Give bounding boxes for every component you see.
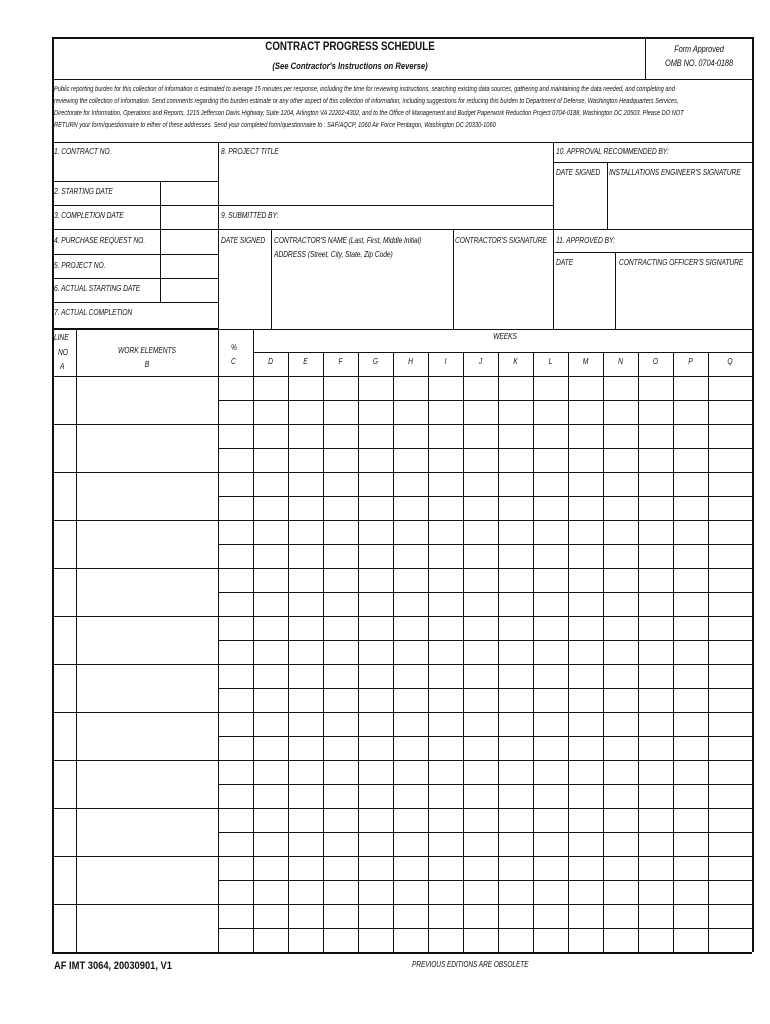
v-rule: [453, 229, 454, 329]
week-col-o: O: [652, 357, 659, 366]
engineer-signature-label: INSTALLATIONS ENGINEER'S SIGNATURE: [609, 168, 741, 177]
burden-line: Directorate for Information, Operations and Reports, 1215 Jefferson Davis Highway, Suite 1204, Arlington VA 22202-4302, and to the Office of Management and Budget Paperwork Reduction Project 0704-0188, Washington DC 20503. Please DO NOT: [54, 108, 684, 117]
h-rule: [218, 448, 752, 449]
burden-line: RETURN your form/questionnaire to either of these addresses. Send your completed form/questionnaire to : SAF/AQCP, 1060 Air Force Pentagon, Washington DC 20330-1060: [54, 120, 496, 129]
actual-start-label: 6. ACTUAL STARTING DATE: [54, 284, 141, 293]
burden-line: reviewing the collection of information. Send comments regarding this burden estimate or any other aspect of this collection of information, including suggestions for reducing this burden to Department of Defense, Washington Headquarters Services,: [54, 96, 679, 105]
no-label: NO: [58, 348, 68, 357]
v-rule: [463, 352, 464, 952]
completion-date-label: 3. COMPLETION DATE: [54, 211, 124, 220]
v-rule: [568, 352, 569, 952]
v-rule: [498, 352, 499, 952]
h-rule: [218, 832, 752, 833]
week-col-l: L: [548, 357, 553, 366]
h-rule: [52, 424, 752, 425]
h-rule: [553, 162, 752, 163]
h-rule: [52, 472, 752, 473]
v-rule: [752, 37, 754, 952]
v-rule: [553, 142, 554, 329]
v-rule: [428, 352, 429, 952]
h-rule: [52, 568, 752, 569]
a-label: A: [60, 362, 65, 371]
h-rule: [218, 544, 752, 545]
actual-completion-label: 7. ACTUAL COMPLETION: [54, 308, 133, 317]
week-col-g: G: [372, 357, 379, 366]
h-rule: [52, 142, 752, 143]
week-col-p: P: [688, 357, 693, 366]
h-rule: [553, 252, 752, 253]
h-rule: [52, 520, 752, 521]
h-rule: [218, 640, 752, 641]
h-rule: [52, 616, 752, 617]
h-rule: [553, 229, 752, 230]
project-title-label: 8. PROJECT TITLE: [221, 147, 279, 156]
approved-by-label: 11. APPROVED BY:: [556, 236, 615, 245]
week-col-i: I: [444, 357, 447, 366]
week-col-j: J: [478, 357, 483, 366]
week-col-f: F: [338, 357, 343, 366]
h-rule: [218, 784, 752, 785]
h-rule: [218, 229, 553, 230]
h-rule: [218, 400, 752, 401]
purchase-request-label: 4. PURCHASE REQUEST NO.: [54, 236, 146, 245]
address-label: ADDRESS (Street, City, State, Zip Code): [274, 250, 393, 259]
h-rule: [52, 904, 752, 905]
v-rule: [271, 229, 272, 329]
starting-date-label: 2. STARTING DATE: [54, 187, 113, 196]
v-rule: [323, 352, 324, 952]
b-label: B: [144, 360, 150, 369]
h-rule: [52, 808, 752, 809]
v-rule: [76, 329, 77, 952]
burden-line: Public reporting burden for this collection of information is estimated to average 15 minutes per response, including the time for reviewing instructions, searching existing data sources, gathering and maintaining the data needed, and completing and: [54, 84, 675, 93]
v-rule: [160, 181, 161, 302]
h-rule: [52, 664, 752, 665]
h-rule: [52, 205, 218, 206]
form-id: AF IMT 3064, 20030901, V1: [54, 960, 172, 972]
h-rule: [52, 760, 752, 761]
v-rule: [52, 37, 54, 952]
form-subtitle: (See Contractor's Instructions on Reverse): [272, 61, 428, 71]
week-col-d: D: [268, 357, 273, 366]
contract-no-label: 1. CONTRACT NO.: [54, 147, 112, 156]
date-signed-label: DATE SIGNED: [221, 236, 266, 245]
date-label: DATE: [556, 258, 574, 267]
line-label: LINE: [54, 333, 69, 342]
h-rule: [52, 376, 752, 377]
v-rule: [218, 142, 219, 952]
h-rule: [52, 79, 752, 80]
v-rule: [638, 352, 639, 952]
h-rule: [52, 329, 752, 330]
week-col-k: K: [513, 357, 518, 366]
officer-signature-label: CONTRACTING OFFICER'S SIGNATURE: [619, 258, 744, 267]
week-col-e: E: [303, 357, 308, 366]
week-col-n: N: [618, 357, 623, 366]
submitted-by-label: 9. SUBMITTED BY:: [221, 211, 279, 220]
h-rule: [52, 856, 752, 857]
form-title: CONTRACT PROGRESS SCHEDULE: [265, 41, 435, 53]
h-rule: [52, 229, 218, 230]
h-rule: [218, 880, 752, 881]
c-label: C: [231, 357, 236, 366]
project-no-label: 5. PROJECT NO.: [54, 261, 106, 270]
contractor-name-label: CONTRACTOR'S NAME (Last, First, Middle Initial): [274, 236, 422, 245]
approval-recommended-label: 10. APPROVAL RECOMMENDED BY:: [556, 147, 669, 156]
burden-statement: [54, 83, 733, 131]
v-rule: [603, 352, 604, 952]
h-rule: [52, 302, 218, 303]
v-rule: [615, 252, 616, 329]
v-rule: [708, 352, 709, 952]
v-rule: [607, 162, 608, 229]
h-rule: [52, 37, 752, 39]
omb-number: OMB NO. 0704-0188: [665, 58, 733, 68]
v-rule: [288, 352, 289, 952]
h-rule: [218, 496, 752, 497]
obsolete-notice: PREVIOUS EDITIONS ARE OBSOLETE: [412, 960, 529, 969]
h-rule: [253, 352, 752, 353]
h-rule: [52, 181, 218, 182]
h-rule: [218, 688, 752, 689]
form-approved: Form Approved: [674, 44, 724, 54]
h-rule: [218, 928, 752, 929]
percent-label: %: [231, 343, 237, 352]
week-col-q: Q: [727, 357, 733, 366]
work-elements-label: WORK ELEMENTS: [118, 346, 176, 355]
v-rule: [673, 352, 674, 952]
v-rule: [393, 352, 394, 952]
v-rule: [645, 37, 646, 79]
h-rule: [218, 592, 752, 593]
v-rule: [358, 352, 359, 952]
week-col-m: M: [582, 357, 589, 366]
h-rule: [52, 254, 218, 255]
h-rule: [218, 736, 752, 737]
date-signed-2-label: DATE SIGNED: [556, 168, 601, 177]
h-rule: [218, 205, 553, 206]
weeks-label: WEEKS: [493, 332, 517, 341]
contractor-signature-label: CONTRACTOR'S SIGNATURE: [455, 236, 547, 245]
h-rule: [52, 952, 752, 953]
h-rule: [52, 712, 752, 713]
h-rule: [52, 278, 218, 279]
v-rule: [533, 352, 534, 952]
week-col-h: H: [408, 357, 413, 366]
